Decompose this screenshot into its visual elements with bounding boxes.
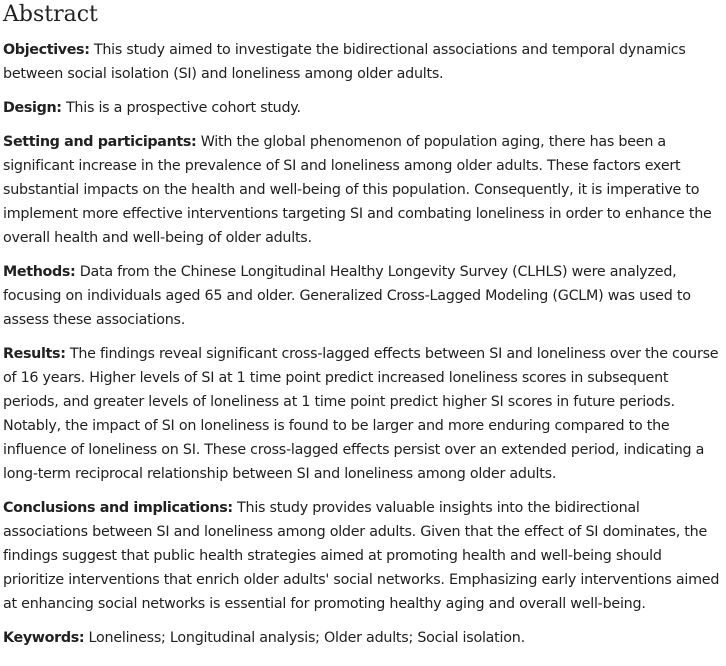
section-methods [3,260,724,332]
section-setting-participants [3,130,724,250]
section-text-design: This is a prospective cohort study. [61,100,301,116]
section-text-conclusions-implications: This study provides valuable insights into the bidirectional associations between SI and loneliness among older adults. Given that the effect of SI dominates, the findings suggest that public health strategies aimed at promoting health and well-being should prioritize interventions that enrich older adults' social networks. Emphasizing early interventions aimed at enhancing social networks is essential for promoting healthy aging and overall well-being. [3,500,720,612]
section-label-keywords: Keywords: [3,630,85,646]
section-label-setting-participants: Setting and participants: [3,134,197,150]
section-text-results: The findings reveal significant cross-lagged effects between SI and loneliness over the course of 16 years. Higher levels of SI at 1 time point predict increased loneliness scores in subsequent periods, and greater levels of loneliness at 1 time point predict higher SI scores in future periods. Notably, the impact of SI on loneliness is found to be larger and more enduring compared to the influence of loneliness on SI. These cross-lagged effects persist over an extended period, indicating a long-term reciprocal relationship between SI and loneliness among older adults. [3,346,719,482]
section-results [3,342,724,486]
section-text-objectives: This study aimed to investigate the bidirectional associations and temporal dynamics between social isolation (SI) and loneliness among older adults. [3,42,686,82]
section-label-objectives: Objectives: [3,42,90,58]
section-objectives [3,38,724,86]
section-text-methods: Data from the Chinese Longitudinal Healthy Longevity Survey (CLHLS) were analyzed, focusing on individuals aged 65 and older. Generalized Cross-Lagged Modeling (GCLM) was used to assess these associations. [3,264,691,328]
section-conclusions-implications [3,496,724,616]
section-label-design: Design: [3,100,62,116]
abstract-heading: Abstract [3,2,98,27]
section-design [3,96,724,120]
section-text-keywords: Loneliness; Longitudinal analysis; Older adults; Social isolation. [84,630,525,646]
section-keywords [3,626,724,650]
section-label-methods: Methods: [3,264,76,280]
section-text-setting-participants: With the global phenomenon of population aging, there has been a significant increase in the prevalence of SI and loneliness among older adults. These factors exert substantial impacts on the health and well-being of this population. Consequently, it is imperative to implement more effective interventions targeting SI and combating loneliness in order to enhance the overall health and well-being of older adults. [3,134,712,246]
section-label-conclusions-implications: Conclusions and implications: [3,500,233,516]
section-label-results: Results: [3,346,66,362]
